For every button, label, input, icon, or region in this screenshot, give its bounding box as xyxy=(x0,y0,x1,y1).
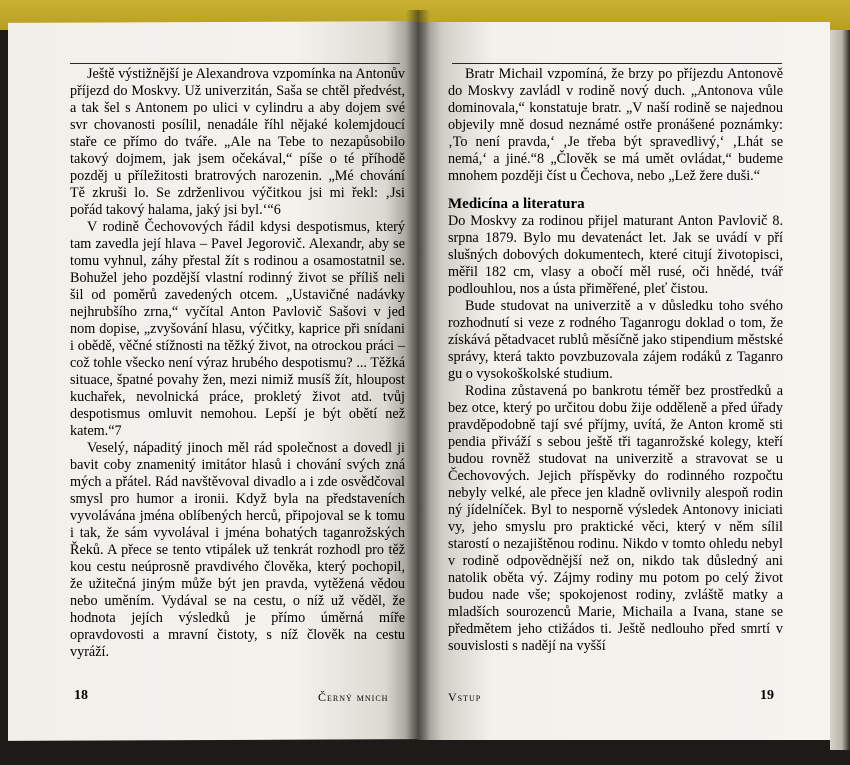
left-page-text xyxy=(70,66,405,661)
right-paragraph-1: Bratr Michail vzpomíná, že brzy po příjezdu Antonově do Moskvy zavládl v rodině nový duch. „Antonova vůle dominovala,“ konstatuje bratr. „V naší rodině se najednou objevily mně dosud neznámé ostře pronášené poznámky: ‚To není pravda,‘ ‚Je třeba být spravedlivý,‘ ‚Lhát se nemá,‘ a jiné.“8 „Člověk se má umět ovládat,“ budeme mnohem později číst u Čechova, nebo „Lež žere duši.“ xyxy=(448,66,783,184)
left-paragraph-3: Veselý, nápaditý jinoch měl rád společnost a dovedl ji bavit coby znamenitý imitátor hlasů i chování svých zná mých a přátel. Rád navštěvoval divadlo a i zde osvědčoval smysl pro humor a ironii. Když byla na představeních vyvolávána jména oblíbených herců, připojoval se k tomu i tak, že sám vyvolával i jména bohatých taganrožských Řeků. A přece se tento vtipálek už tenkrát rozhodl pro těž kou cestu neúprosně pravdivého člověka, který pochopil, že užitečná jiným může být jen pravda, vytěžená vědou nebo uměním. Vydával se na cestu, o níž už věděl, že hodnota jejích výsledků je přímo úměrná míře opravdovosti a mravní čistoty, s níž člověk na cestu vyráží. xyxy=(70,440,405,660)
right-paragraph-3: Bude studovat na univerzitě a v důsledku toho svého rozhodnutí si veze z rodného Taganrogu doklad o tom, že získává pětadvacet rublů měsíčně jako stipendium městské správy, která takto povzbuzovala zájem rodáků z Taganro gu o vysokoškolské studium. xyxy=(448,298,783,382)
page-number-right: 19 xyxy=(760,688,774,703)
book-gutter xyxy=(406,10,430,750)
left-paragraph-1: Ještě výstižnější je Alexandrova vzpomínka na Antonův příjezd do Moskvy. Už univerzitán, Saša se chtěl předvést, a tak šel s Antonem po ulici v cylindru a aby dojem své svr chovanosti posílil, nenadále říhl nějaké kolemjdoucí staře ce přímo do tváře. „Ale na Tebe to nezapůsobilo takový dojmem, jak jsem očekával,“ píše o té příhodě pozděj u příležitosti bratrových narozenin. „Mé chování Tě zkruši lo. Se zdrženlivou výčitkou jsi mi řekl: ‚Jsi pořád takový halama, jaký jsi byl.‘“6 xyxy=(70,66,405,218)
page-number-left: 18 xyxy=(74,688,88,703)
right-top-rule xyxy=(452,63,782,64)
running-head-right: Vstup xyxy=(448,690,482,704)
right-paragraph-2: Do Moskvy za rodinou přijel maturant Anton Pavlovič 8. srpna 1879. Bylo mu devatenáct let. Jak se uvádí v pří slušných dobových dokumentech, které citují životopisci, měřil 182 cm, vlasy a obočí měl rusé, oči hnědé, tvář podlouhlou, nos a ústa přiměřené, pleť čistou. xyxy=(448,213,783,297)
right-paragraph-4: Rodina zůstavená po bankrotu téměř bez prostředků a bez otce, který po určitou dobu žije odděleně a před úřady pravděpodobně tají své příjmy, uvítá, že Anton kromě sti pendia přiváží s sebou ještě tři taganrožské kolegy, kteří budou rovněž studovat na univerzitě a stravovat se u Čechovových. Jejich příspěvky do rodinného rozpočtu nebyly velké, ale přece jen kladně ovlivnily alespoň rodin ný jídelníček. Byl to nesporně výsledek Antonovy iniciati vy, jeho smyslu pro praktické věci, který v něm sílil starostí o nezajištěnou rodinu. Nikdo v tomto ohledu nebyl v rodině odpovědnější než on, nikdo tak důsledný ani natolik oběta vý. Zájmy rodiny mu potom po celý život budou nade vše; spokojenost rodiny, zvláště matky a mladších sourozenců Marie, Michaila a Ivana, stane se předmětem jeho ctižádos ti. Ještě nedlouho před smrtí v souvislosti s nadějí na vyšší xyxy=(448,383,783,654)
section-title: Medicína a literatura xyxy=(448,196,585,212)
page-edge xyxy=(830,30,850,750)
running-head-left: Černý mnich xyxy=(318,690,389,704)
left-top-rule xyxy=(70,63,400,64)
right-page-text xyxy=(448,66,783,655)
left-paragraph-2: V rodině Čechovových řádil kdysi despotismus, který tam zavedla její hlava – Pavel Jegorovič. Alexandr, aby se tomu vyhnul, záhy přestal žít s rodinou a osamostatnil se. Bohužel jeho pozdější vlastní rodinný život se příliš neli šil od poměrů zavedených otcem. „Ustavičné nadávky nejhrubšího zrna,“ vyčítal Anton Pavlovič Sašovi v jed nom dopise, „zvyšování hlasu, výčitky, kaprice při snídani i obědě, věčné stížnosti na těžký život, na otrockou práci – což tohle všecko není výraz hrubého despotismu? ... Těžká situace, špatné povahy žen, mezi nimiž musíš žít, hloupost kuchařek, nevolnická práce, prokletý život atd. tvůj despotismus omluvit nemohou. Lepší je být obětí než katem.“7 xyxy=(70,219,405,439)
